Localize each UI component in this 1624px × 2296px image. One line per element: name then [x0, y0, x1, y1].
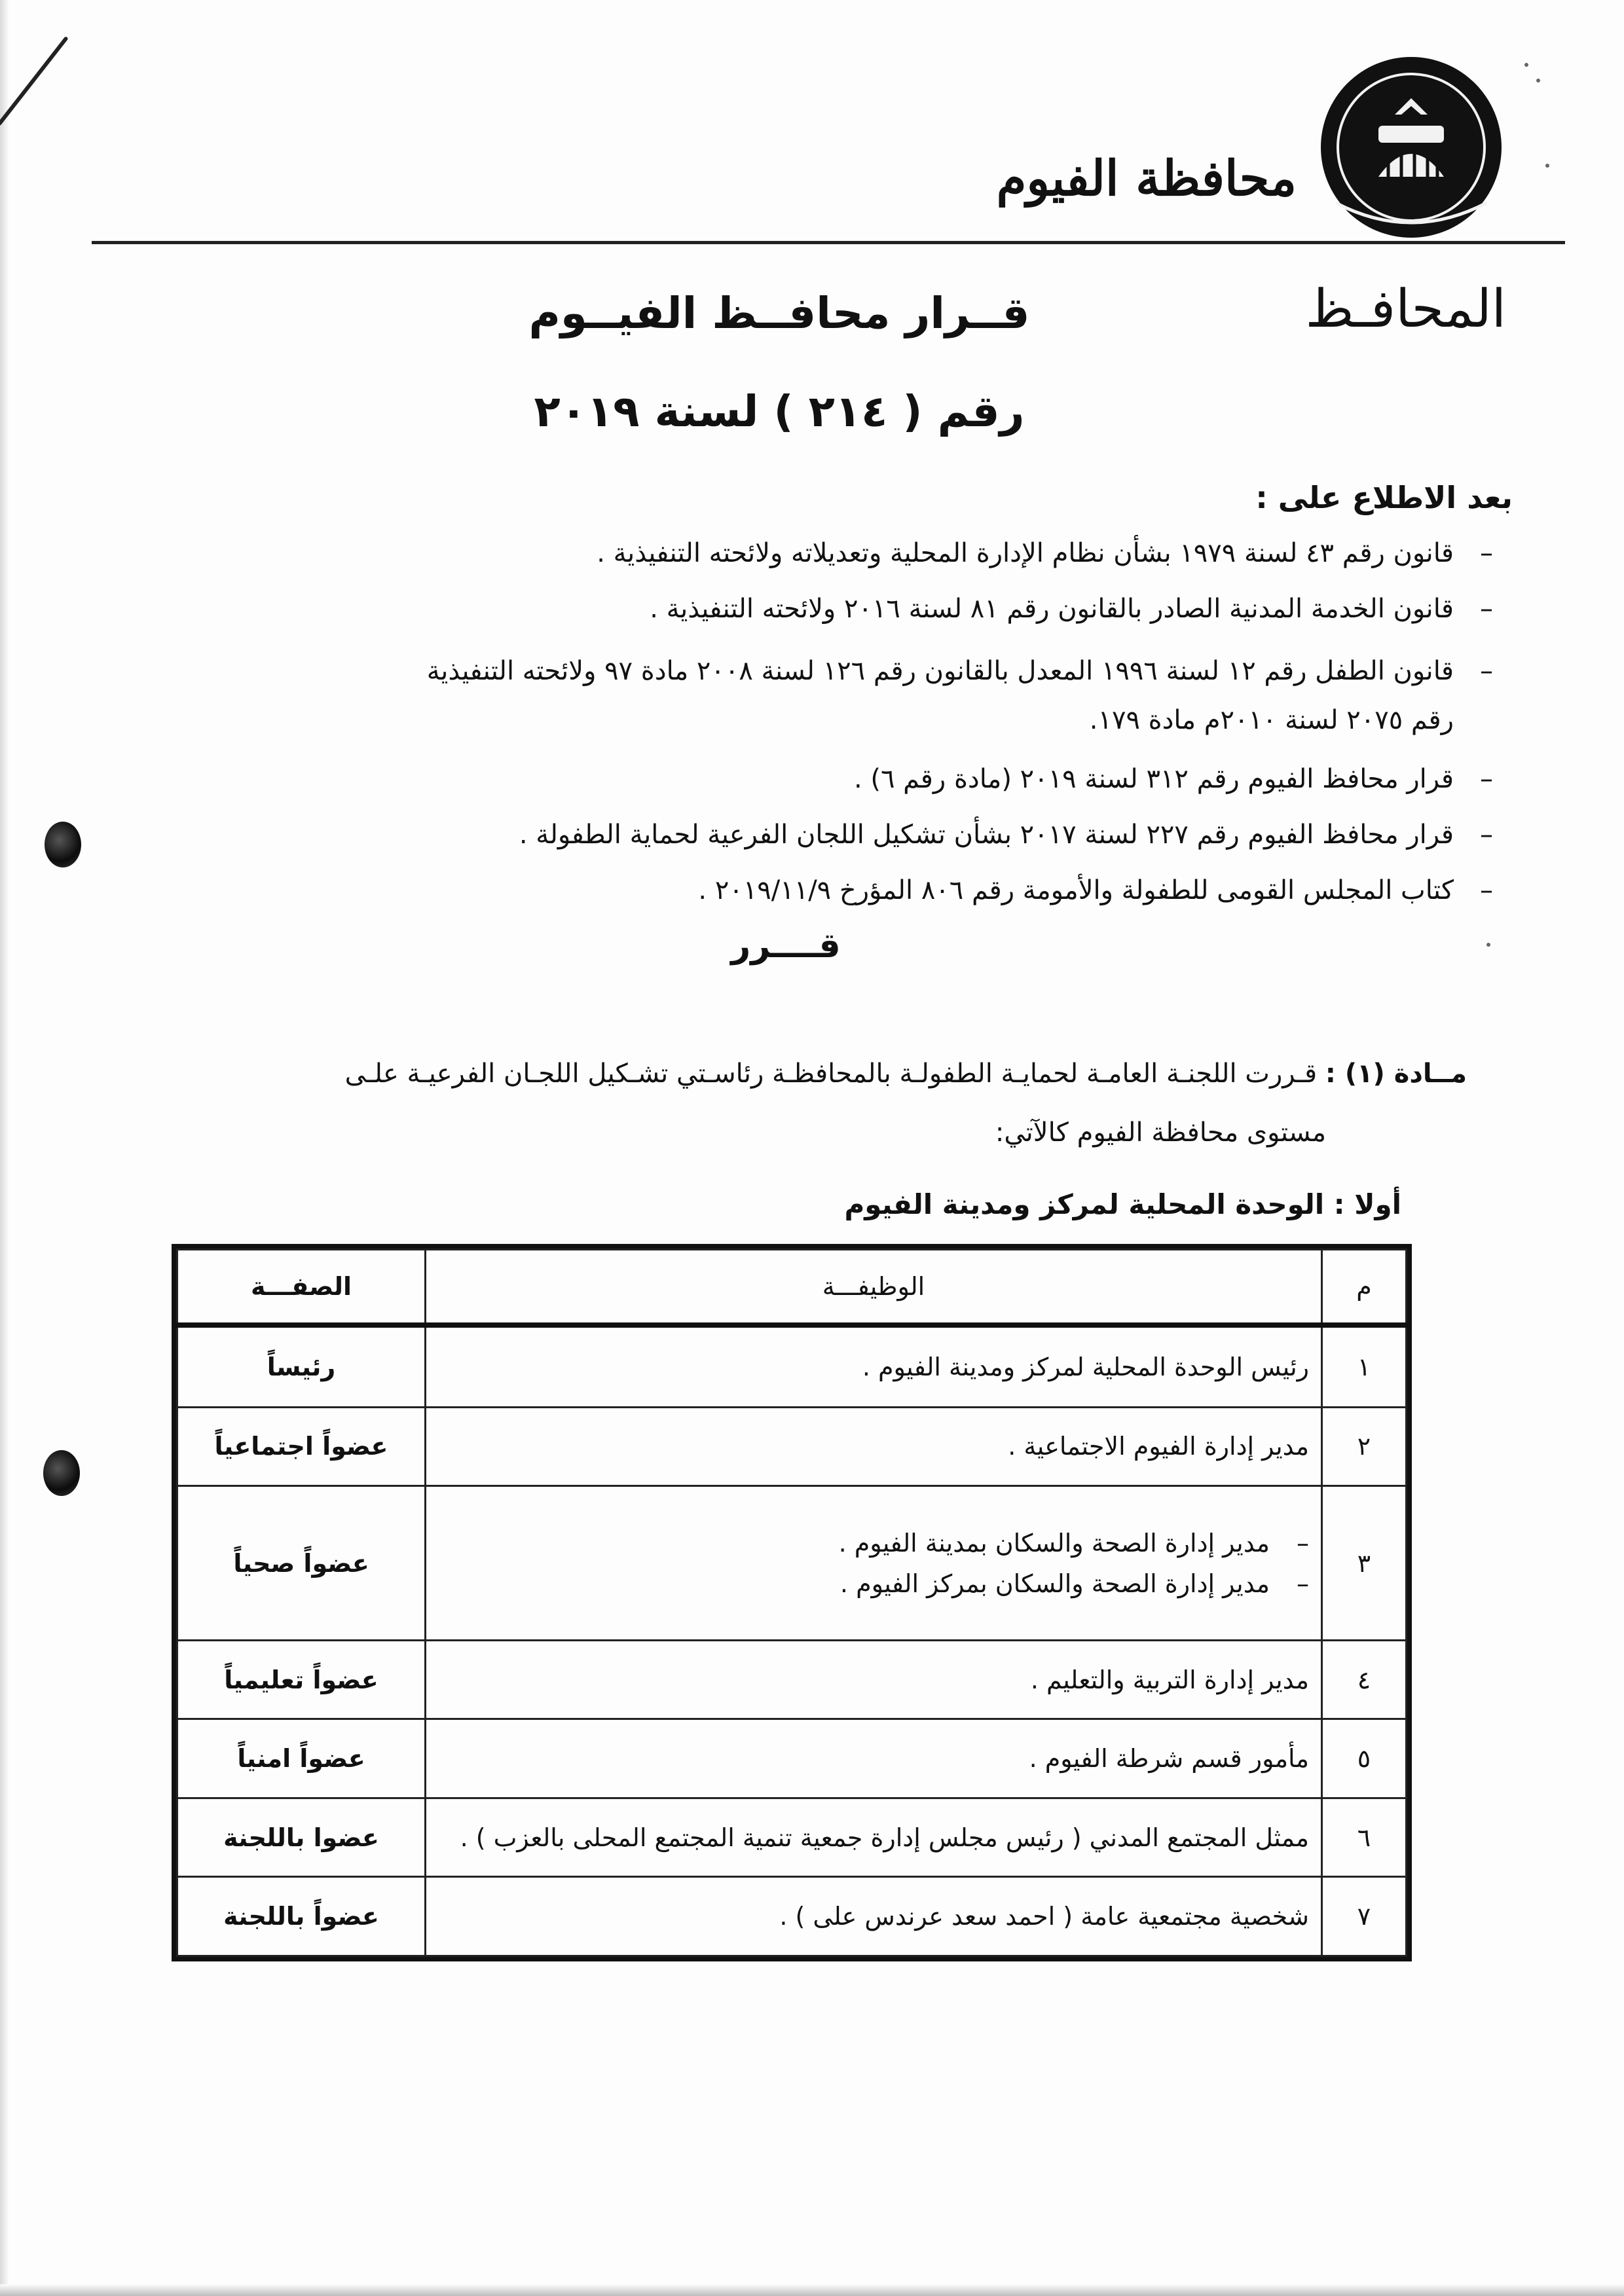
punch-hole-bottom	[43, 1450, 80, 1496]
job-sub-line: –مدير إدارة الصحة والسكان بمركز الفيوم .	[840, 1569, 1309, 1598]
reference-text: قانون الطفل رقم ١٢ لسنة ١٩٩٦ المعدل بالقانون رقم ١٢٦ لسنة ٢٠٠٨ مادة ٩٧ ولائحته التنفيذية	[426, 656, 1454, 686]
reference-item	[183, 815, 1493, 854]
table-row	[177, 1640, 1407, 1719]
reference-dash: –	[1480, 594, 1493, 624]
table-row	[177, 1407, 1407, 1486]
column-header-role: الصفـــة	[177, 1250, 426, 1326]
reference-dash: –	[1480, 764, 1493, 794]
cell-role: عضواً تعليمياً	[177, 1640, 426, 1719]
article-1	[85, 1054, 1467, 1093]
cell-role: عضوا باللجنة	[177, 1798, 426, 1877]
column-header-num: م	[1322, 1250, 1407, 1326]
table-row	[177, 1325, 1407, 1407]
cell-num: ٥	[1322, 1719, 1407, 1798]
reference-item	[183, 589, 1493, 629]
job-sub-line-text: مدير إدارة الصحة والسكان بمركز الفيوم .	[840, 1569, 1270, 1598]
header-divider	[92, 241, 1565, 244]
cell-role: رئيساً	[177, 1325, 426, 1407]
reference-text: قرار محافظ الفيوم رقم ٣١٢ لسنة ٢٠١٩ (مادة رقم ٦) .	[853, 764, 1454, 794]
reference-text: قانون الخدمة المدنية الصادر بالقانون رقم ٨١ لسنة ٢٠١٦ ولائحته التنفيذية .	[650, 594, 1454, 624]
job-sub-line: –مدير إدارة الصحة والسكان بمدينة الفيوم .	[838, 1528, 1309, 1558]
table-row	[177, 1486, 1407, 1641]
cell-num: ٢	[1322, 1407, 1407, 1486]
table-row	[177, 1877, 1407, 1956]
decided-heading: قــــرر	[731, 926, 841, 966]
speck	[1545, 164, 1549, 168]
cell-job: شخصية مجتمعية عامة ( احمد سعد عرندس على ) .	[426, 1877, 1322, 1956]
cell-role: عضواً اجتماعياً	[177, 1407, 426, 1486]
article-text: قـررت اللجنـة العامـة لحمايـة الطفولـة بالمحافظـة رئاسـتي تشـكيل اللجـان الفرعيـة علـى	[344, 1059, 1318, 1089]
cell-num: ٧	[1322, 1877, 1407, 1956]
cell-job: مأمور قسم شرطة الفيوم .	[426, 1719, 1322, 1798]
fayoum-governorate-emblem-icon	[1316, 52, 1506, 242]
speck	[1536, 79, 1540, 82]
pen-stroke-mark	[0, 36, 69, 126]
committee-table	[172, 1244, 1412, 1961]
reference-item	[183, 871, 1493, 910]
speck	[1486, 943, 1490, 947]
reference-text: قانون رقم ٤٣ لسنة ١٩٧٩ بشأن نظام الإدارة المحلية وتعديلاته ولائحته التنفيذية .	[597, 538, 1454, 568]
cell-role: عضواً امنياً	[177, 1719, 426, 1798]
decree-number: رقم ( ٢١٤ ) لسنة ٢٠١٩	[534, 386, 1025, 437]
reference-dash: –	[1480, 538, 1493, 568]
cell-num: ٤	[1322, 1640, 1407, 1719]
cell-job	[426, 1486, 1322, 1641]
governor-label: المحافـظ	[1305, 278, 1506, 339]
scan-bottom-shadow	[0, 2284, 1624, 2296]
table-header-row	[177, 1250, 1407, 1326]
punch-hole-top	[45, 822, 81, 867]
article-continuation: مستوى محافظة الفيوم كالآتي:	[995, 1118, 1326, 1148]
reference-item	[183, 651, 1493, 691]
cell-job: مدير إدارة الفيوم الاجتماعية .	[426, 1407, 1322, 1486]
speck	[1524, 63, 1528, 67]
reference-item	[183, 759, 1493, 799]
cell-role: عضواً باللجنة	[177, 1877, 426, 1956]
reference-text: كتاب المجلس القومى للطفولة والأمومة رقم ٨٠٦ المؤرخ ٢٠١٩/١١/٩ .	[698, 875, 1454, 905]
cell-num: ٣	[1322, 1486, 1407, 1641]
cell-num: ١	[1322, 1325, 1407, 1407]
scan-edge-shadow	[0, 0, 9, 2296]
preamble-intro: بعد الاطلاع على :	[1255, 480, 1513, 515]
governorate-name: محافظة الفيوم	[996, 151, 1297, 207]
cell-role: عضواً صحياً	[177, 1486, 426, 1641]
reference-continuation: رقم ٢٠٧٥ لسنة ٢٠١٠م مادة ١٧٩.	[1089, 705, 1454, 735]
cell-job: مدير إدارة التربية والتعليم .	[426, 1640, 1322, 1719]
section-heading: أولا : الوحدة المحلية لمركز ومدينة الفيوم	[844, 1188, 1401, 1220]
reference-item	[183, 534, 1493, 573]
table-row	[177, 1719, 1407, 1798]
decree-title: قــرار محافــظ الفيــوم	[528, 288, 1030, 338]
reference-text: قرار محافظ الفيوم رقم ٢٢٧ لسنة ٢٠١٧ بشأن تشكيل اللجان الفرعية لحماية الطفولة .	[519, 820, 1454, 850]
article-label: مــادة (١) :	[1325, 1059, 1467, 1089]
reference-dash: –	[1480, 820, 1493, 850]
reference-dash: –	[1480, 656, 1493, 686]
cell-job: ممثل المجتمع المدني ( رئيس مجلس إدارة جمعية تنمية المجتمع المحلى بالعزب ) .	[426, 1798, 1322, 1877]
reference-dash: –	[1480, 875, 1493, 905]
job-sub-line-text: مدير إدارة الصحة والسكان بمدينة الفيوم .	[838, 1528, 1270, 1558]
cell-job: رئيس الوحدة المحلية لمركز ومدينة الفيوم .	[426, 1325, 1322, 1407]
table-row	[177, 1798, 1407, 1877]
cell-num: ٦	[1322, 1798, 1407, 1877]
column-header-job: الوظيفـــة	[426, 1250, 1322, 1326]
